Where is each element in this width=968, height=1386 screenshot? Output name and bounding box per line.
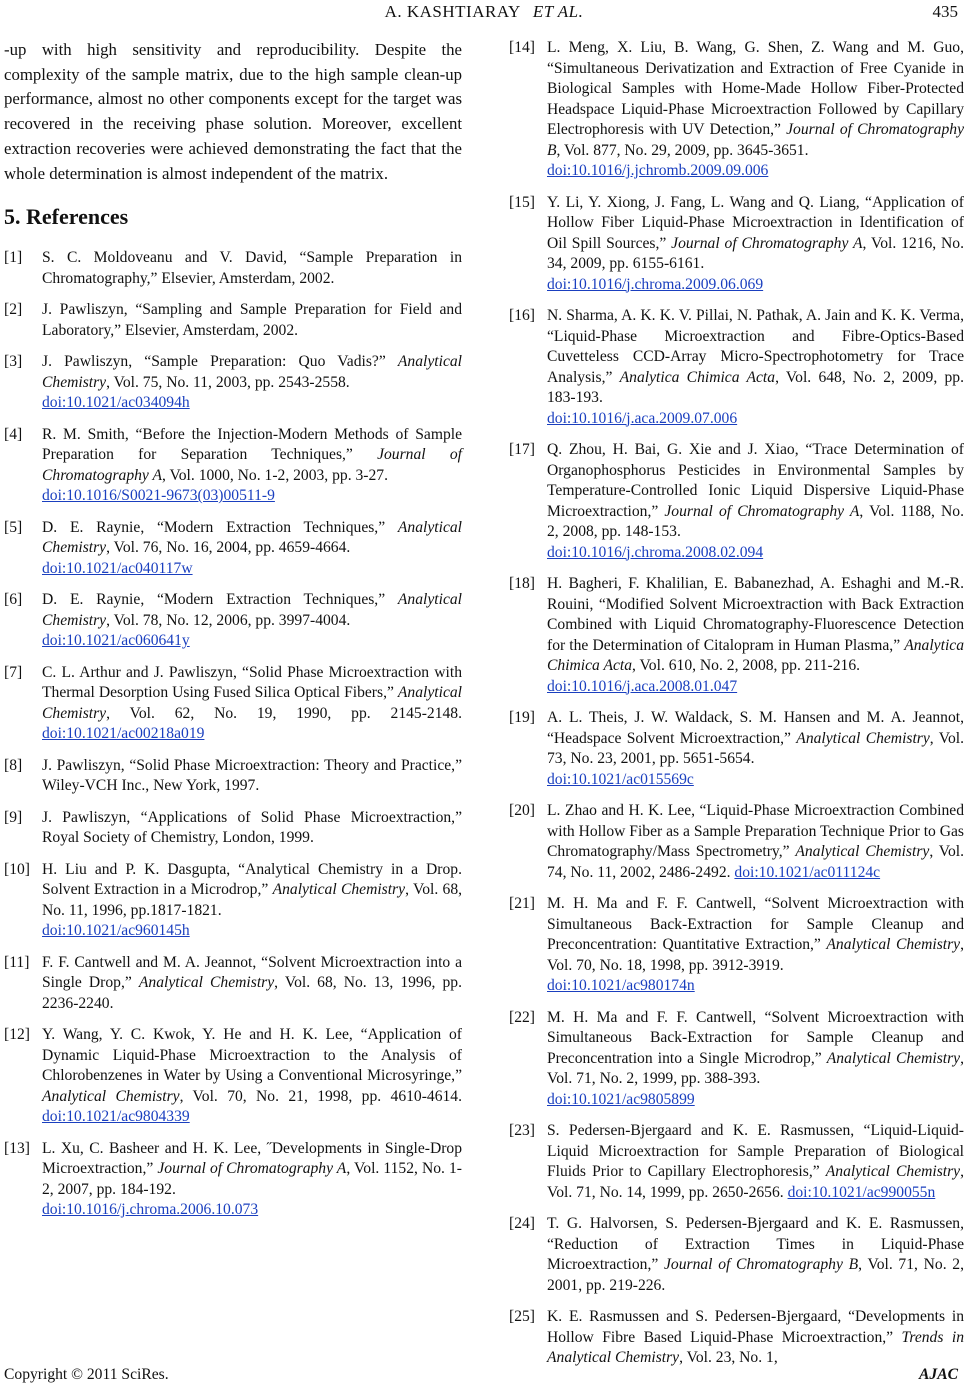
doi-link[interactable]: doi:10.1021/ac980174n — [547, 977, 695, 994]
reference-number: [4] — [4, 425, 23, 443]
reference-number: [15] — [509, 193, 535, 211]
reference-number: [12] — [4, 1026, 30, 1044]
reference-number: [7] — [4, 663, 23, 681]
reference-number: [23] — [509, 1122, 535, 1139]
reference-item — [4, 1025, 462, 1128]
reference-item — [4, 352, 462, 414]
reference-text: L. Xu, C. Basheer and H. K. Lee, ˝Developments in Single-Drop Microextraction,” — [42, 1139, 462, 1178]
reference-journal: Journal of Chromatography A — [42, 446, 462, 484]
right-column — [509, 38, 964, 1380]
reference-journal: Analytical Chemistry — [796, 729, 930, 747]
reference-item — [4, 248, 462, 289]
reference-text: Y. Li, Y. Xiong, J. Fang, L. Wang and Q. Liang, “Application of Hollow Fiber Liquid-Phase Microextraction in Identification of Oil Spill Sources,” — [547, 193, 964, 252]
reference-text: Y. Wang, Y. C. Kwok, Y. He and H. K. Lee, “Application of Dynamic Liquid-Phase Microextraction to the Analysis of Chlorobenzenes in Water by Using a Conventional Microsyringe,” — [42, 1026, 462, 1085]
reference-details: , Vol. 648, No. 2, 2009, pp. 183-193. — [547, 368, 964, 406]
reference-item — [509, 306, 964, 429]
reference-details: , Vol. 610, No. 2, 2008, pp. 211-216. — [632, 657, 861, 674]
reference-item — [4, 425, 462, 507]
reference-text: M. H. Ma and F. F. Cantwell, “Solvent Microextraction with Simultaneous Back-Extraction for Sample Cleanup and Preconcentration: Quantitative Extraction,” — [547, 895, 964, 953]
doi-link[interactable]: doi:10.1021/ac990055n — [787, 1183, 936, 1201]
page-header — [0, 0, 968, 28]
reference-text: K. E. Rasmussen and S. Pedersen-Bjergaard, “Developments in Hollow Fibre Based Liquid-Phase Microextraction,” — [547, 1308, 964, 1346]
reference-text: J. Pawliszyn, “Applications of Solid Phase Microextraction,” Royal Society of Chemistry, London, 1999. — [42, 808, 462, 847]
reference-item — [509, 38, 964, 182]
reference-details: , Vol. 75, No. 11, 2003, pp. 2543-2558. — [106, 373, 350, 391]
reference-item — [4, 953, 462, 1015]
reference-item — [509, 574, 964, 697]
doi-link[interactable]: doi:10.1021/ac011124c — [734, 863, 881, 881]
reference-journal: Analytical Chemistry — [826, 1049, 961, 1067]
reference-details: , Vol. 71, No. 2, 2001, pp. 219-226. — [547, 1256, 964, 1294]
doi-link[interactable]: doi:10.1021/ac040117w — [42, 559, 193, 577]
reference-text: H. Bagheri, F. Khalilian, E. Babanezhad, A. Eshaghi and M.-R. Rouini, “Modified Solvent Microextraction with Back Extraction Combined with Liquid Chromatography-Fluorescence Detection for the Determination of Citalopram in Human Plasma,” — [547, 575, 964, 654]
reference-details: , Vol. 68, No. 13, 1996, pp. 2236-2240. — [42, 974, 462, 1012]
reference-text: D. E. Raynie, “Modern Extraction Techniques,” — [42, 518, 398, 536]
reference-journal: Analytical Chemistry — [795, 843, 930, 860]
running-head-authors — [0, 2, 968, 22]
section-heading-references: 5. References — [4, 204, 129, 230]
reference-details: , Vol. 1216, No. 34, 2009, pp. 6155-6161. — [547, 234, 964, 272]
doi-link[interactable]: doi:10.1016/j.aca.2009.07.006 — [547, 409, 738, 427]
reference-details: , Vol. 1152, No. 1-2, 2007, pp. 184-192. — [42, 1160, 462, 1198]
reference-item — [509, 193, 964, 296]
reference-journal: Analytical Chemistry — [42, 353, 462, 391]
reference-journal: Analytical Chemistry — [138, 974, 275, 992]
reference-text: J. Pawliszyn, “Sample Preparation: Quo Vadis?” — [42, 353, 398, 371]
reference-text: D. E. Raynie, “Modern Extraction Techniques,” — [42, 591, 398, 609]
reference-number: [6] — [4, 591, 23, 609]
left-column — [4, 38, 462, 1232]
reference-journal: Analytica Chimica Acta — [619, 368, 776, 386]
reference-number: [5] — [4, 518, 23, 536]
reference-item — [4, 808, 462, 849]
reference-item — [4, 1139, 462, 1221]
reference-number: [11] — [4, 953, 30, 971]
reference-number: [9] — [4, 808, 23, 826]
reference-number: [24] — [509, 1215, 535, 1232]
reference-number: [1] — [4, 249, 23, 267]
doi-link[interactable]: doi:10.1021/ac034094h — [42, 394, 190, 412]
reference-details: , Vol. 68, No. 11, 1996, pp.1817-1821. — [42, 881, 463, 919]
reference-details: , Vol. 70, No. 21, 1998, pp. 4610-4614. — [179, 1087, 462, 1105]
reference-number: [25] — [509, 1308, 535, 1325]
reference-text: J. Pawliszyn, “Solid Phase Microextraction: Theory and Practice,” Wiley-VCH Inc., New York, 1997. — [42, 756, 462, 795]
doi-link[interactable]: doi:10.1016/j.chroma.2006.10.073 — [42, 1201, 259, 1219]
reference-text: F. F. Cantwell and M. A. Jeannot, “Solvent Microextraction into a Single Drop,” — [42, 953, 462, 992]
reference-journal: Trends in Analytical Chemistry — [547, 1328, 964, 1366]
reference-list-left — [4, 248, 462, 1221]
reference-number: [8] — [4, 756, 23, 774]
page-footer — [0, 1366, 968, 1386]
reference-item — [4, 518, 462, 580]
reference-journal: Analytical Chemistry — [825, 1163, 961, 1180]
reference-item — [4, 663, 462, 745]
page-number: 435 — [932, 2, 958, 21]
reference-text: Q. Zhou, H. Bai, G. Xie and J. Xiao, “Trace Determination of Organophosphorus Pesticides in Environmental Samples by Temperature-Controlled Ionic Liquid Dispersive Liquid-Phase Microextraction,” — [547, 441, 964, 520]
reference-number: [16] — [509, 307, 535, 324]
reference-text: H. Liu and P. K. Dasgupta, “Analytical Chemistry in a Drop. Solvent Extraction in a Microdrop,” — [42, 860, 462, 899]
reference-text: L. Zhao and H. K. Lee, “Liquid-Phase Microextraction Combined with Hollow Fiber as a Sample Preparation Technique Prior to Gas Chromatography/Mass Spectrometry,” — [547, 802, 964, 860]
reference-number: [21] — [509, 895, 535, 912]
reference-journal: Analytical Chemistry — [272, 881, 406, 899]
reference-item — [509, 1307, 964, 1369]
doi-link[interactable]: doi:10.1021/ac060641y — [42, 632, 190, 650]
reference-journal: Journal of Chromatography A — [157, 1160, 347, 1178]
doi-link[interactable]: doi:10.1016/j.aca.2008.01.047 — [547, 677, 738, 695]
reference-text: C. L. Arthur and J. Pawliszyn, “Solid Phase Microextraction with Thermal Desorption Using Fused Silica Optical Fibers,” — [42, 663, 462, 702]
reference-number: [22] — [509, 1008, 535, 1026]
reference-item — [4, 756, 462, 797]
doi-link[interactable]: doi:10.1021/ac960145h — [42, 922, 190, 940]
reference-number: [10] — [4, 860, 30, 878]
reference-journal: Analytica Chimica Acta — [547, 636, 964, 674]
reference-journal: Journal of Chromatography B — [663, 1256, 859, 1273]
reference-number: [13] — [4, 1139, 30, 1157]
reference-text: S. C. Moldoveanu and V. David, “Sample Preparation in Chromatography,” Elsevier, Amsterdam, 2002. — [42, 249, 462, 287]
reference-item — [509, 1214, 964, 1296]
reference-number: [3] — [4, 353, 23, 371]
reference-item — [509, 708, 964, 790]
doi-link[interactable]: doi:10.1016/j.chroma.2008.02.094 — [547, 543, 764, 561]
doi-link[interactable]: doi:10.1021/ac9804339 — [42, 1108, 190, 1126]
doi-link[interactable]: doi:10.1016/S0021-9673(03)00511-9 — [42, 487, 275, 505]
reference-text: L. Meng, X. Liu, B. Wang, G. Shen, Z. Wang and M. Guo, “Simultaneous Derivatization and Extraction of Free Cyanide in Biological Samples with Home-Made Hollow Fiber-Protected Headspace Liquid-Phase Microextraction Followed by Capillary Electrophoresis with UV Detection,” — [547, 39, 964, 138]
reference-number: [2] — [4, 301, 23, 319]
reference-details: , Vol. 73, No. 23, 2001, pp. 5651-5654. — [547, 729, 964, 767]
reference-details: , Vol. 71, No. 2, 1999, pp. 388-393. — [547, 1049, 964, 1087]
reference-text: R. M. Smith, “Before the Injection-Modern Methods of Sample Preparation for Separation Techniques,” — [42, 425, 462, 464]
reference-details: , Vol. 23, No. 1, — [679, 1349, 778, 1366]
reference-journal: Journal of Chromatography A — [671, 234, 863, 252]
reference-details: , Vol. 76, No. 16, 2004, pp. 4659-4664. — [106, 539, 351, 557]
reference-journal: Analytical Chemistry — [42, 684, 462, 722]
reference-item — [4, 590, 462, 652]
doi-link[interactable]: doi:10.1021/ac015569c — [547, 770, 694, 788]
reference-text: A. L. Theis, J. W. Waldack, S. M. Hansen and M. A. Jeannot, “Headspace Solvent Microextraction,” — [547, 709, 964, 747]
intro-paragraph: -up with high sensitivity and reproducibility. Despite the complexity of the sample matrix, due to the high sample clean-up performance, almost no other components except for the target was recovered in the receiving phase solution. Moreover, excellent extraction recoveries were achieved demonstrating the fact that the whole determination is almost independent of the matrix. — [4, 40, 462, 183]
doi-link[interactable]: doi:10.1016/j.jchromb.2009.09.006 — [547, 162, 769, 179]
doi-link[interactable]: doi:10.1021/ac9805899 — [547, 1090, 695, 1108]
reference-details: , Vol. 1188, No. 2, 2008, pp. 148-153. — [547, 502, 964, 540]
reference-item — [509, 894, 964, 997]
reference-text: S. Pedersen-Bjergaard and K. E. Rasmussen, “Liquid-Liquid-Liquid Microextraction for Sample Preparation of Biological Fluids Prior to Capillary Electrophoresis,” — [547, 1122, 964, 1180]
reference-item — [4, 860, 462, 942]
reference-details: , Vol. 71, No. 14, 1999, pp. 2650-2656. — [547, 1163, 965, 1201]
reference-text: J. Pawliszyn, “Sampling and Sample Preparation for Field and Laboratory,” Elsevier, Amsterdam, 2002. — [42, 301, 462, 339]
reference-item — [509, 1008, 964, 1111]
reference-number: [14] — [509, 39, 535, 56]
reference-list-right — [509, 38, 964, 1369]
reference-journal: Journal of Chromatography B — [547, 121, 964, 159]
reference-item — [4, 300, 462, 341]
reference-number: [20] — [509, 802, 535, 819]
reference-journal: Analytical Chemistry — [826, 936, 961, 953]
reference-text: M. H. Ma and F. F. Cantwell, “Solvent Microextraction with Simultaneous Back-Extraction for Sample Cleanup and Preconcentration into a Single Microdrop,” — [547, 1008, 964, 1067]
reference-text: T. G. Halvorsen, S. Pedersen-Bjergaard and K. E. Rasmussen, “Reduction of Extraction Times in Liquid-Phase Microextraction,” — [547, 1215, 964, 1273]
reference-details: , Vol. 78, No. 12, 2006, pp. 3997-4004. — [106, 611, 351, 629]
reference-details: , Vol. 62, No. 19, 1990, pp. 2145-2148. — [106, 704, 462, 722]
reference-journal: Analytical Chemistry — [42, 591, 462, 629]
reference-journal: Analytical Chemistry — [42, 518, 462, 557]
footer-journal-abbrev: AJAC — [919, 1366, 958, 1383]
running-head-etal: ET AL. — [532, 2, 584, 21]
reference-journal: Analytical Chemistry — [42, 1087, 180, 1105]
doi-link[interactable]: doi:10.1016/j.chroma.2009.06.069 — [547, 275, 764, 293]
running-head-author-name: A. KASHTIARAY — [384, 2, 521, 21]
reference-details: , Vol. 877, No. 29, 2009, pp. 3645-3651. — [556, 141, 809, 159]
reference-details: , Vol. 74, No. 11, 2002, 2486-2492. — [547, 843, 964, 881]
reference-text: N. Sharma, A. K. K. V. Pillai, N. Pathak, A. Jain and K. K. Verma, “Liquid-Phase Microextraction and Fibre-Optics-Based Cuvetteless CCD-Array Micro-Spectrophotometry for Trace Analysis,” — [547, 307, 964, 386]
reference-item — [509, 801, 964, 883]
reference-details: , Vol. 1000, No. 1-2, 2003, pp. 3-27. — [162, 466, 388, 484]
reference-details: , Vol. 70, No. 18, 1998, pp. 3912-3919. — [547, 936, 964, 974]
footer-copyright: Copyright © 2011 SciRes. — [4, 1366, 169, 1383]
reference-item — [509, 440, 964, 563]
reference-number: [18] — [509, 575, 535, 592]
reference-item — [509, 1121, 964, 1203]
reference-number: [17] — [509, 441, 535, 458]
reference-number: [19] — [509, 709, 535, 726]
doi-link[interactable]: doi:10.1021/ac00218a019 — [42, 725, 205, 743]
reference-journal: Journal of Chromatography A — [664, 502, 860, 520]
